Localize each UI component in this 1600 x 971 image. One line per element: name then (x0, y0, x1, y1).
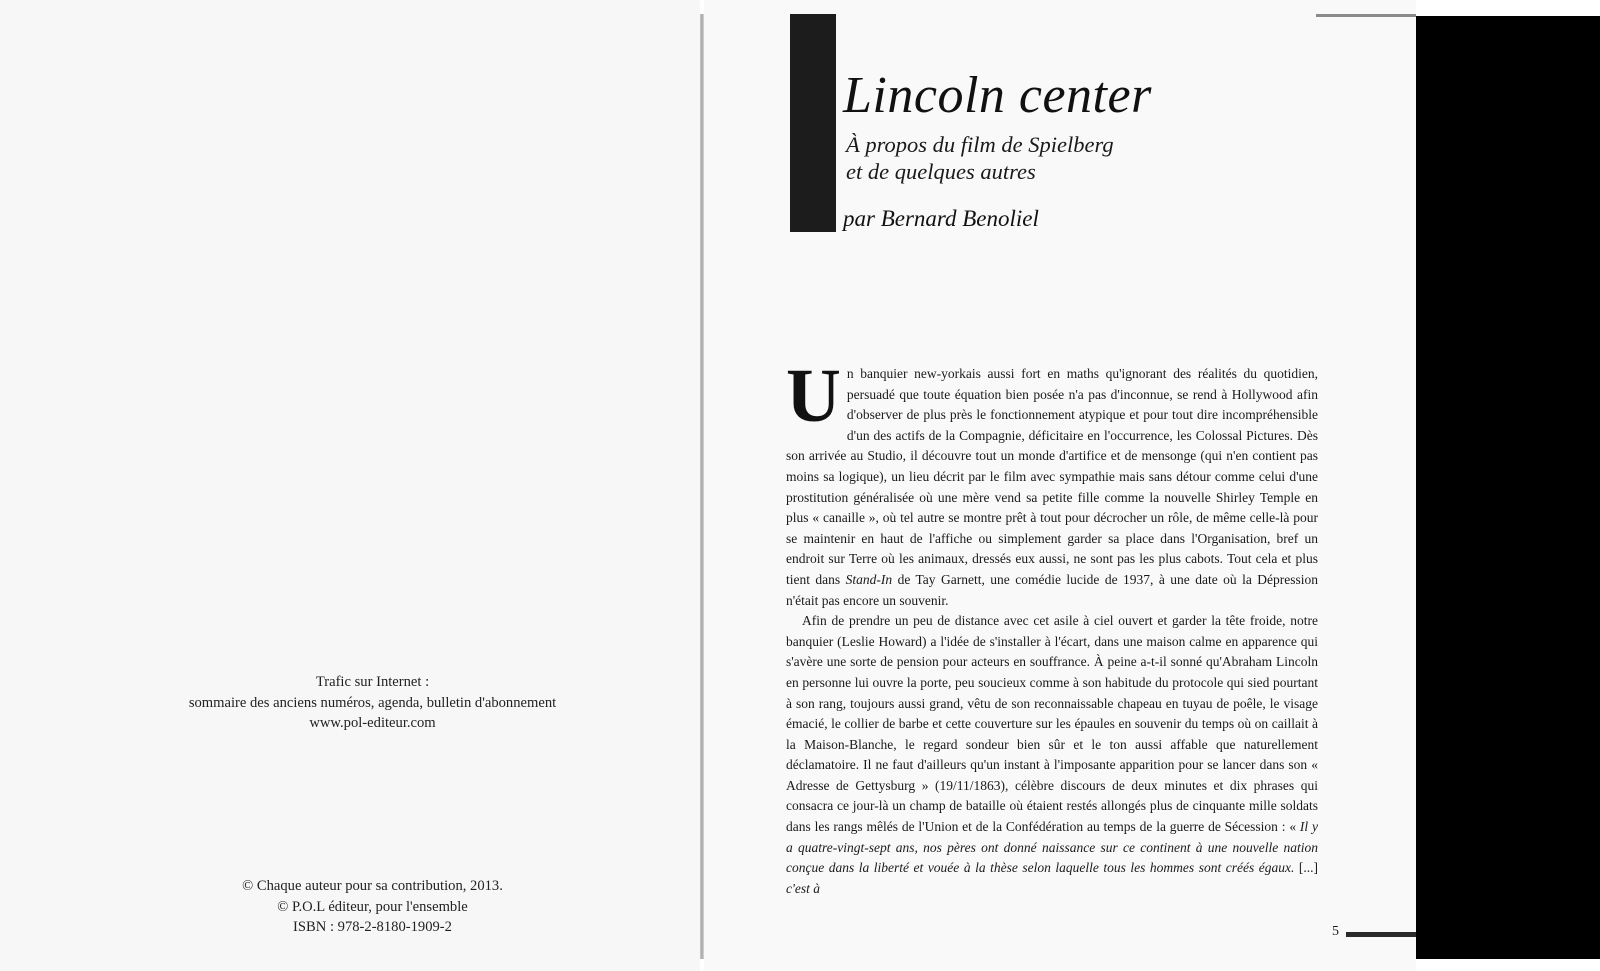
paragraph-2-text-a: Afin de prendre un peu de distance avec cet asile à ciel ouvert et garder la tête froide, notre banquier (Leslie Howard) a l'idée de s'installer à l'écart, dans une maison calme en apparence qui s'avère une sorte de pension pour acteurs en souffrance. À peine a-t-il sonné qu'Abraham Lincoln en personne lui ouvre la porte, peu soucieux comme à son habitude du protocole qui sied pourtant à son rang, toujours aussi grand, vêtu de son reconnaissable chapeau en tuyau de poêle, le visage émacié, le collier de barbe et cette couverture sur les épaules en souvenir du temps où on caillait à la Maison-Blanche, le regard sondeur bien sûr et le ton aussi affable que naturellement déclamatoire. Il ne faut d'ailleurs qu'un instant à l'imposante apparition pour se lancer dans son « Adresse de Gettysburg » (19/11/1863), célèbre discours de deux minutes et dix phrases qui consacra ce jour-là un champ de bataille où étaient restés allongés plus de cinquante mille soldats dans les rangs mêlés de l'Union et de la Confédération au temps de la guerre de Sécession : « (786, 613, 1318, 835)
paragraph-2-text-b: [...] (1294, 860, 1318, 876)
paragraph-1-text-b: de Tay Garnett, une comédie lucide de 1937, à une date où la Dépression n'était pas encore un souvenir. (786, 571, 1318, 608)
subtitle-line-1: À propos du film de Spielberg (846, 132, 1114, 157)
copyright-authors: © Chaque auteur pour sa contribution, 2013. (242, 878, 503, 894)
drop-cap: U (786, 354, 841, 438)
article-subtitle (846, 131, 1114, 185)
scan-black-edge (1416, 16, 1600, 959)
website-url: www.pol-editeur.com (309, 715, 436, 731)
film-title-stand-in: Stand-In (845, 571, 893, 587)
isbn: ISBN : 978-2-8180-1909-2 (293, 919, 452, 935)
title-accent-bar (790, 14, 836, 232)
page-edge-shadow (1316, 14, 1416, 17)
page-number-tab (1346, 932, 1416, 937)
copyright-block (0, 876, 745, 938)
subtitle-line-2: et de quelques autres (846, 159, 1036, 184)
internet-heading: Trafic sur Internet : (315, 674, 430, 690)
article-title: Lincoln center (843, 67, 1152, 124)
article-byline: par Bernard Benoliel (843, 206, 1039, 231)
article-body (786, 354, 1318, 899)
page-number: 5 (1332, 924, 1339, 939)
internet-description: sommaire des anciens numéros, agenda, bulletin d'abonnement (188, 694, 557, 711)
gettysburg-quote: Il y a quatre-vingt-sept ans, nos pères ont donné naissance sur ce continent à une nouvelle nation conçue dans la liberté et vouée à la thèse selon laquelle tous les hommes sont créés égaux. (786, 819, 1318, 876)
gettysburg-quote-continued: c'est à (786, 880, 821, 896)
internet-info-block (0, 672, 745, 734)
left-page (0, 0, 700, 971)
paragraph-1 (786, 354, 1318, 611)
paragraph-1-text-a: n banquier new-yorkais aussi fort en maths qu'ignorant des réalités du quotidien, persuadé que toute équation bien posée n'a pas d'inconnue, se rend à Hollywood afin d'observer de plus près le fonctionnement atypique et pour tout dire incompréhensible d'un des actifs de la Compagnie, déficitaire en l'occurrence, les Colossal Pictures. Dès son arrivée au Studio, il découvre tout un monde d'artifice et de mensonge (qui n'en contient pas moins sa logique), un lieu décrit par le film avec sympathie mais sans détour comme celui d'une prostitution généralisée où une mère vend sa petite fille comme la nouvelle Shirley Temple en plus « canaille », où tel autre se montre prêt à tout pour décrocher un rôle, de même celle-là pour se maintenir en haut de l'affiche ou simplement garder sa place dans l'Organisation, bref un endroit sur Terre où les animaux, dressés eux aussi, ne sont pas les plus cabots. Tout cela et plus tient dans (786, 366, 1318, 587)
paragraph-2 (786, 611, 1318, 899)
copyright-publisher: © P.O.L éditeur, pour l'ensemble (277, 898, 468, 915)
